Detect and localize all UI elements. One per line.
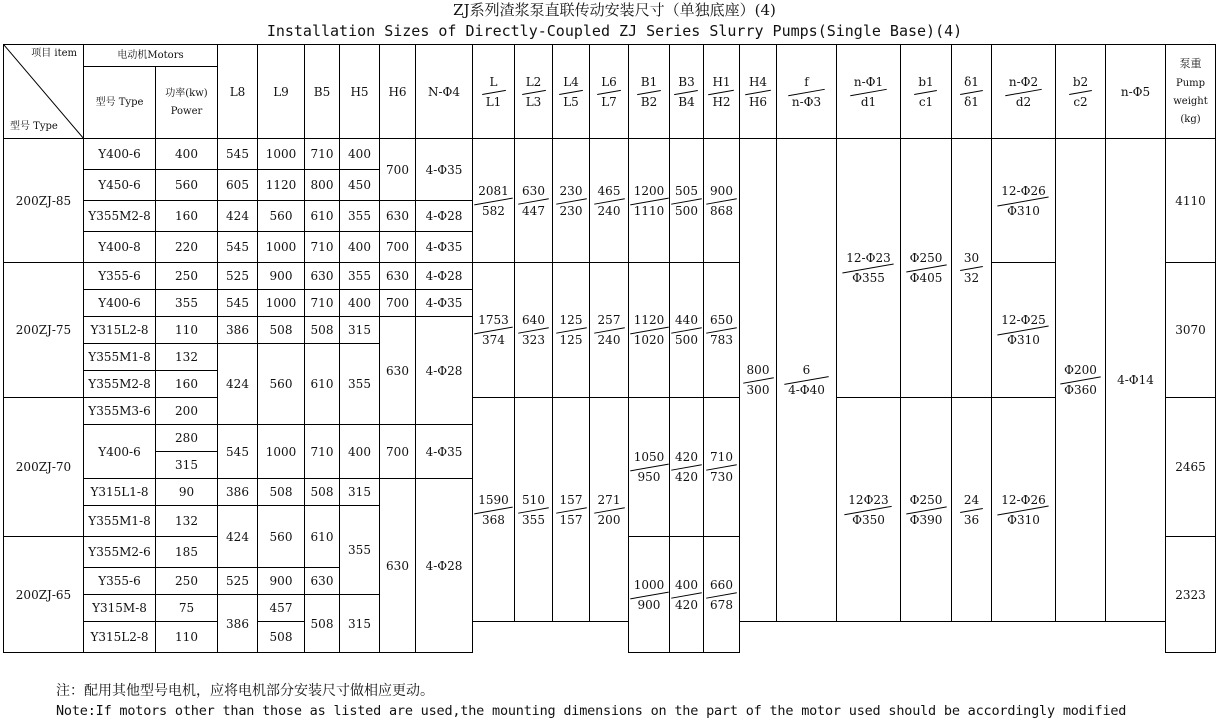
- cell-weight: 3070: [1166, 263, 1216, 398]
- cell-H5: 400: [340, 425, 380, 479]
- cell-L8: 424: [218, 506, 258, 568]
- cell-H5: 400: [340, 232, 380, 263]
- cell-L8: 605: [218, 170, 258, 201]
- page-title-en: Installation Sizes of Directly-Coupled ZJ Series Slurry Pumps(Single Base)(4): [266, 22, 963, 40]
- cell-b2-c2: Φ200 Φ360: [1056, 139, 1106, 622]
- col-L9: L9: [258, 45, 305, 139]
- installation-sizes-table: [3, 44, 1216, 653]
- cell-L9: 508: [258, 622, 305, 653]
- col-n1-d1: n-Φ1 d1: [837, 45, 901, 139]
- col-H1-H2: H1 H2: [704, 45, 740, 139]
- col-L2-L3: L2 L3: [515, 45, 553, 139]
- cell-H1-H2: 650 783: [704, 263, 740, 398]
- cell-L9: 1120: [258, 170, 305, 201]
- note-en: Note:If motors other than those as listed are used,the mounting dimensions on the part of the motor used should be accordingly modified: [56, 703, 1127, 719]
- cell-L9: 457: [258, 595, 305, 622]
- cell-n2-d2: 12-Φ25 Φ310: [992, 263, 1056, 398]
- cell-delta1: 30 32: [952, 139, 992, 398]
- cell-B1-B2: 1120 1020: [629, 263, 670, 398]
- cell-L9: 1000: [258, 290, 305, 317]
- cell-b1-c1: Φ250 Φ405: [901, 139, 952, 398]
- motor-power: 250: [156, 263, 218, 290]
- motor-type: Y355-6: [84, 568, 156, 595]
- col-n2-d2: n-Φ2 d2: [992, 45, 1056, 139]
- cell-H5: 355: [340, 201, 380, 232]
- motor-power: 160: [156, 201, 218, 232]
- cell-H6: 700: [380, 290, 416, 317]
- motor-power: 200: [156, 398, 218, 425]
- cell-B1-B2: 1000 900: [629, 537, 670, 653]
- cell-H5: 400: [340, 290, 380, 317]
- col-L6-L7: L6 L7: [590, 45, 629, 139]
- cell-N4: 4-Φ28: [416, 201, 473, 232]
- cell-N4: 4-Φ28: [416, 263, 473, 290]
- cell-L8: 386: [218, 595, 258, 653]
- cell-L2-L3: 640 323: [515, 263, 553, 398]
- cell-H5: 355: [340, 263, 380, 290]
- cell-H6: 630: [380, 479, 416, 653]
- item-label: 项目 item: [31, 48, 77, 59]
- motor-power: 185: [156, 537, 218, 568]
- cell-H6: 630: [380, 201, 416, 232]
- cell-L9: 560: [258, 201, 305, 232]
- cell-L9: 1000: [258, 139, 305, 170]
- cell-H5: 450: [340, 170, 380, 201]
- col-H4-H6: H4 H6: [740, 45, 777, 139]
- cell-L8: 545: [218, 232, 258, 263]
- cell-L6-L7: 465 240: [590, 139, 629, 263]
- cell-H6: 700: [380, 139, 416, 201]
- cell-weight: 2465: [1166, 398, 1216, 537]
- cell-L9: 560: [258, 506, 305, 568]
- cell-L4-L5: 125 125: [553, 263, 590, 398]
- col-pump-weight: 泵重 Pump weight (kg): [1166, 45, 1216, 139]
- cell-H4-H6: 800 300: [740, 139, 777, 622]
- cell-B5: 508: [305, 595, 340, 653]
- cell-N4: 4-Φ35: [416, 425, 473, 479]
- cell-n5: 4-Φ14: [1106, 139, 1166, 622]
- col-f-n3: f n-Φ3: [777, 45, 837, 139]
- cell-B5: 610: [305, 201, 340, 232]
- cell-n2-d2: 12-Φ26 Φ310: [992, 139, 1056, 263]
- motor-type: Y315L1-8: [84, 479, 156, 506]
- cell-L8: 424: [218, 201, 258, 232]
- cell-L6-L7: 271 200: [590, 398, 629, 622]
- cell-B5: 610: [305, 344, 340, 425]
- cell-H1-H2: 710 730: [704, 398, 740, 537]
- cell-B5: 508: [305, 479, 340, 506]
- cell-L9: 1000: [258, 425, 305, 479]
- motor-power: 220: [156, 232, 218, 263]
- cell-N4: 4-Φ28: [416, 317, 473, 425]
- cell-B5: 508: [305, 317, 340, 344]
- motor-power: 400: [156, 139, 218, 170]
- cell-B1-B2: 1200 1110: [629, 139, 670, 263]
- cell-H6: 630: [380, 317, 416, 425]
- cell-delta1: 24 36: [952, 398, 992, 622]
- cell-L-L1: 1753 374: [473, 263, 515, 398]
- cell-L4-L5: 157 157: [553, 398, 590, 622]
- col-b2-c2: b2 c2: [1056, 45, 1106, 139]
- cell-L9: 1000: [258, 232, 305, 263]
- note-cn: 注：配用其他型号电机，应将电机部分安装尺寸做相应更动。: [56, 683, 434, 699]
- motor-power: 90: [156, 479, 218, 506]
- cell-L8: 545: [218, 425, 258, 479]
- motor-type: Y355M2-8: [84, 201, 156, 232]
- cell-H5: 315: [340, 479, 380, 506]
- cell-H1-H2: 900 868: [704, 139, 740, 263]
- cell-H5: 315: [340, 595, 380, 653]
- motor-type: Y355M3-6: [84, 398, 156, 425]
- cell-L8: 386: [218, 479, 258, 506]
- cell-N4: 4-Φ28: [416, 479, 473, 653]
- cell-H5: 355: [340, 506, 380, 595]
- col-L-L1: L L1: [473, 45, 515, 139]
- cell-B5: 630: [305, 568, 340, 595]
- cell-B5: 710: [305, 290, 340, 317]
- cell-H5: 400: [340, 139, 380, 170]
- col-B5: B5: [305, 45, 340, 139]
- cell-L2-L3: 510 355: [515, 398, 553, 622]
- cell-H1-H2: 660 678: [704, 537, 740, 653]
- cell-L8: 525: [218, 263, 258, 290]
- group-200zj-70: 200ZJ-70: [4, 398, 84, 537]
- motor-power: 110: [156, 622, 218, 653]
- motor-type-header: 型号 Type: [84, 67, 156, 139]
- cell-B5: 710: [305, 232, 340, 263]
- col-N4: N-Φ4: [416, 45, 473, 139]
- cell-L9: 508: [258, 317, 305, 344]
- col-n5: n-Φ5: [1106, 45, 1166, 139]
- motor-type: Y355M2-8: [84, 371, 156, 398]
- cell-L9: 508: [258, 479, 305, 506]
- cell-L9: 900: [258, 263, 305, 290]
- cell-B5: 630: [305, 263, 340, 290]
- motor-type: Y315M-8: [84, 595, 156, 622]
- cell-L8: 386: [218, 317, 258, 344]
- cell-B3-B4: 440 500: [670, 263, 704, 398]
- cell-L9: 560: [258, 344, 305, 425]
- col-L8: L8: [218, 45, 258, 139]
- cell-H5: 315: [340, 317, 380, 344]
- motor-power: 110: [156, 317, 218, 344]
- motor-power: 280: [156, 425, 218, 452]
- col-H5: H5: [340, 45, 380, 139]
- motor-type: Y315L2-8: [84, 622, 156, 653]
- cell-B3-B4: 420 420: [670, 398, 704, 537]
- col-delta1: δ1 δ1: [952, 45, 992, 139]
- col-H6: H6: [380, 45, 416, 139]
- cell-L-L1: 2081 582: [473, 139, 515, 263]
- cell-B3-B4: 505 500: [670, 139, 704, 263]
- cell-L4-L5: 230 230: [553, 139, 590, 263]
- cell-B5: 710: [305, 139, 340, 170]
- cell-weight: 2323: [1166, 537, 1216, 653]
- motor-power: 132: [156, 506, 218, 537]
- cell-f-n3: 6 4-Φ40: [777, 139, 837, 622]
- motor-type: Y450-6: [84, 170, 156, 201]
- cell-L9: 900: [258, 568, 305, 595]
- cell-H5: 355: [340, 344, 380, 425]
- item-type-corner: [4, 45, 84, 139]
- cell-B5: 710: [305, 425, 340, 479]
- cell-H6: 700: [380, 232, 416, 263]
- motor-power: 160: [156, 371, 218, 398]
- cell-n2-d2: 12-Φ26 Φ310: [992, 398, 1056, 622]
- motor-power: 250: [156, 568, 218, 595]
- power-header: 功率(kw) Power: [156, 67, 218, 139]
- motor-type: Y400-6: [84, 425, 156, 479]
- motor-type: Y400-8: [84, 232, 156, 263]
- motor-type: Y355M1-8: [84, 344, 156, 371]
- cell-B5: 610: [305, 506, 340, 568]
- cell-H6: 700: [380, 425, 416, 479]
- cell-L8: 424: [218, 344, 258, 425]
- motor-type: Y355M1-8: [84, 506, 156, 537]
- motor-power: 560: [156, 170, 218, 201]
- col-B3-B4: B3 B4: [670, 45, 704, 139]
- motor-type: Y355-6: [84, 263, 156, 290]
- motor-type: Y355M2-6: [84, 537, 156, 568]
- cell-N4: 4-Φ35: [416, 139, 473, 201]
- motor-type: Y400-6: [84, 139, 156, 170]
- cell-L6-L7: 257 240: [590, 263, 629, 398]
- motor-type: Y315L2-8: [84, 317, 156, 344]
- motor-power: 75: [156, 595, 218, 622]
- cell-B1-B2: 1050 950: [629, 398, 670, 537]
- type-label: 型号 Type: [10, 121, 58, 132]
- motor-power: 132: [156, 344, 218, 371]
- group-200zj-65: 200ZJ-65: [4, 537, 84, 653]
- cell-N4: 4-Φ35: [416, 232, 473, 263]
- cell-L-L1: 1590 368: [473, 398, 515, 622]
- motor-type: Y400-6: [84, 290, 156, 317]
- cell-N4: 4-Φ35: [416, 290, 473, 317]
- motor-power: 355: [156, 290, 218, 317]
- group-200zj-85: 200ZJ-85: [4, 139, 84, 263]
- cell-B5: 800: [305, 170, 340, 201]
- motor-power: 315: [156, 452, 218, 479]
- cell-H6: 630: [380, 263, 416, 290]
- group-200zj-75: 200ZJ-75: [4, 263, 84, 398]
- motors-header: 电动机Motors: [84, 45, 218, 67]
- page-title-cn: ZJ系列渣浆泵直联传动安装尺寸（单独底座）(4): [453, 1, 776, 19]
- cell-b1-c1: Φ250 Φ390: [901, 398, 952, 622]
- cell-n1-d1: 12-Φ23 Φ355: [837, 139, 901, 398]
- col-L4-L5: L4 L5: [553, 45, 590, 139]
- cell-B3-B4: 400 420: [670, 537, 704, 653]
- cell-L8: 545: [218, 139, 258, 170]
- col-b1-c1: b1 c1: [901, 45, 952, 139]
- col-B1-B2: B1 B2: [629, 45, 670, 139]
- cell-L2-L3: 630 447: [515, 139, 553, 263]
- cell-weight: 4110: [1166, 139, 1216, 263]
- cell-L8: 545: [218, 290, 258, 317]
- cell-L8: 525: [218, 568, 258, 595]
- cell-n1-d1: 12Φ23 Φ350: [837, 398, 901, 622]
